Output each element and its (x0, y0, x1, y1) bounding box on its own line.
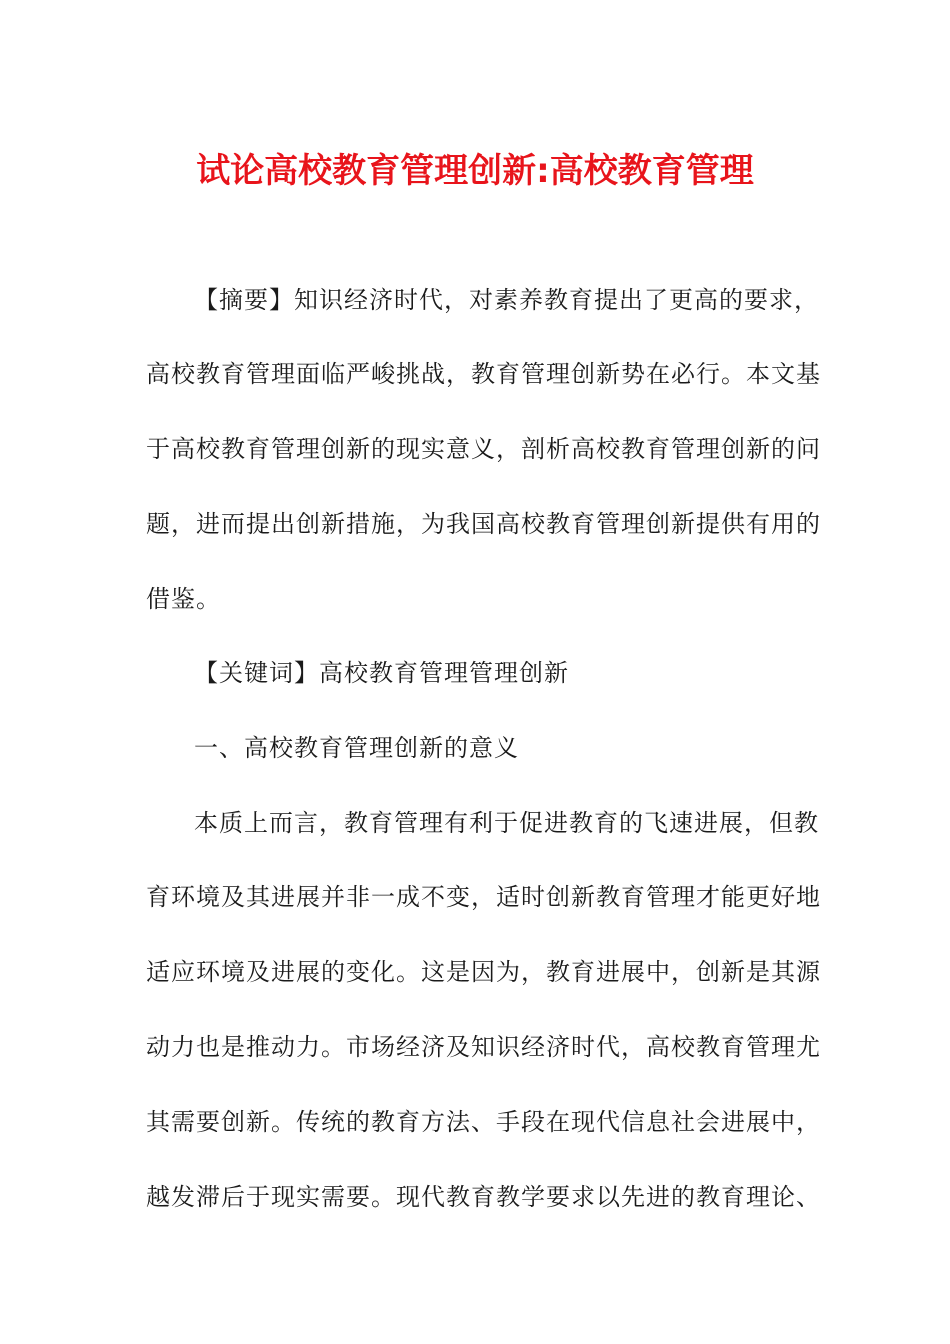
body-line: 本质上而言，教育管理有利于促进教育的飞速进展，但教 (194, 809, 819, 837)
body-line: 适应环境及进展的变化。这是因为，教育进展中，创新是其源 (146, 958, 821, 986)
abstract-line: 【摘要】知识经济时代，对素养教育提出了更高的要求， (194, 286, 819, 314)
abstract-line: 于高校教育管理创新的现实意义，剖析高校教育管理创新的问 (146, 435, 821, 463)
section-heading: 一、高校教育管理创新的意义 (194, 734, 519, 762)
body-line: 育环境及其进展并非一成不变，适时创新教育管理才能更好地 (146, 883, 821, 911)
abstract-line: 题，进而提出创新措施，为我国高校教育管理创新提供有用的 (146, 510, 821, 538)
abstract-line: 借鉴。 (146, 585, 221, 613)
abstract-line: 高校教育管理面临严峻挑战，教育管理创新势在必行。本文基 (146, 360, 821, 388)
body-line: 动力也是推动力。市场经济及知识经济时代，高校教育管理尤 (146, 1033, 821, 1061)
keywords-line: 【关键词】高校教育管理管理创新 (194, 659, 569, 687)
document-title: 试论高校教育管理创新:高校教育管理 (196, 151, 754, 191)
body-line: 其需要创新。传统的教育方法、手段在现代信息社会进展中， (146, 1108, 821, 1136)
body-line: 越发滞后于现实需要。现代教育教学要求以先进的教育理论、 (146, 1183, 821, 1211)
